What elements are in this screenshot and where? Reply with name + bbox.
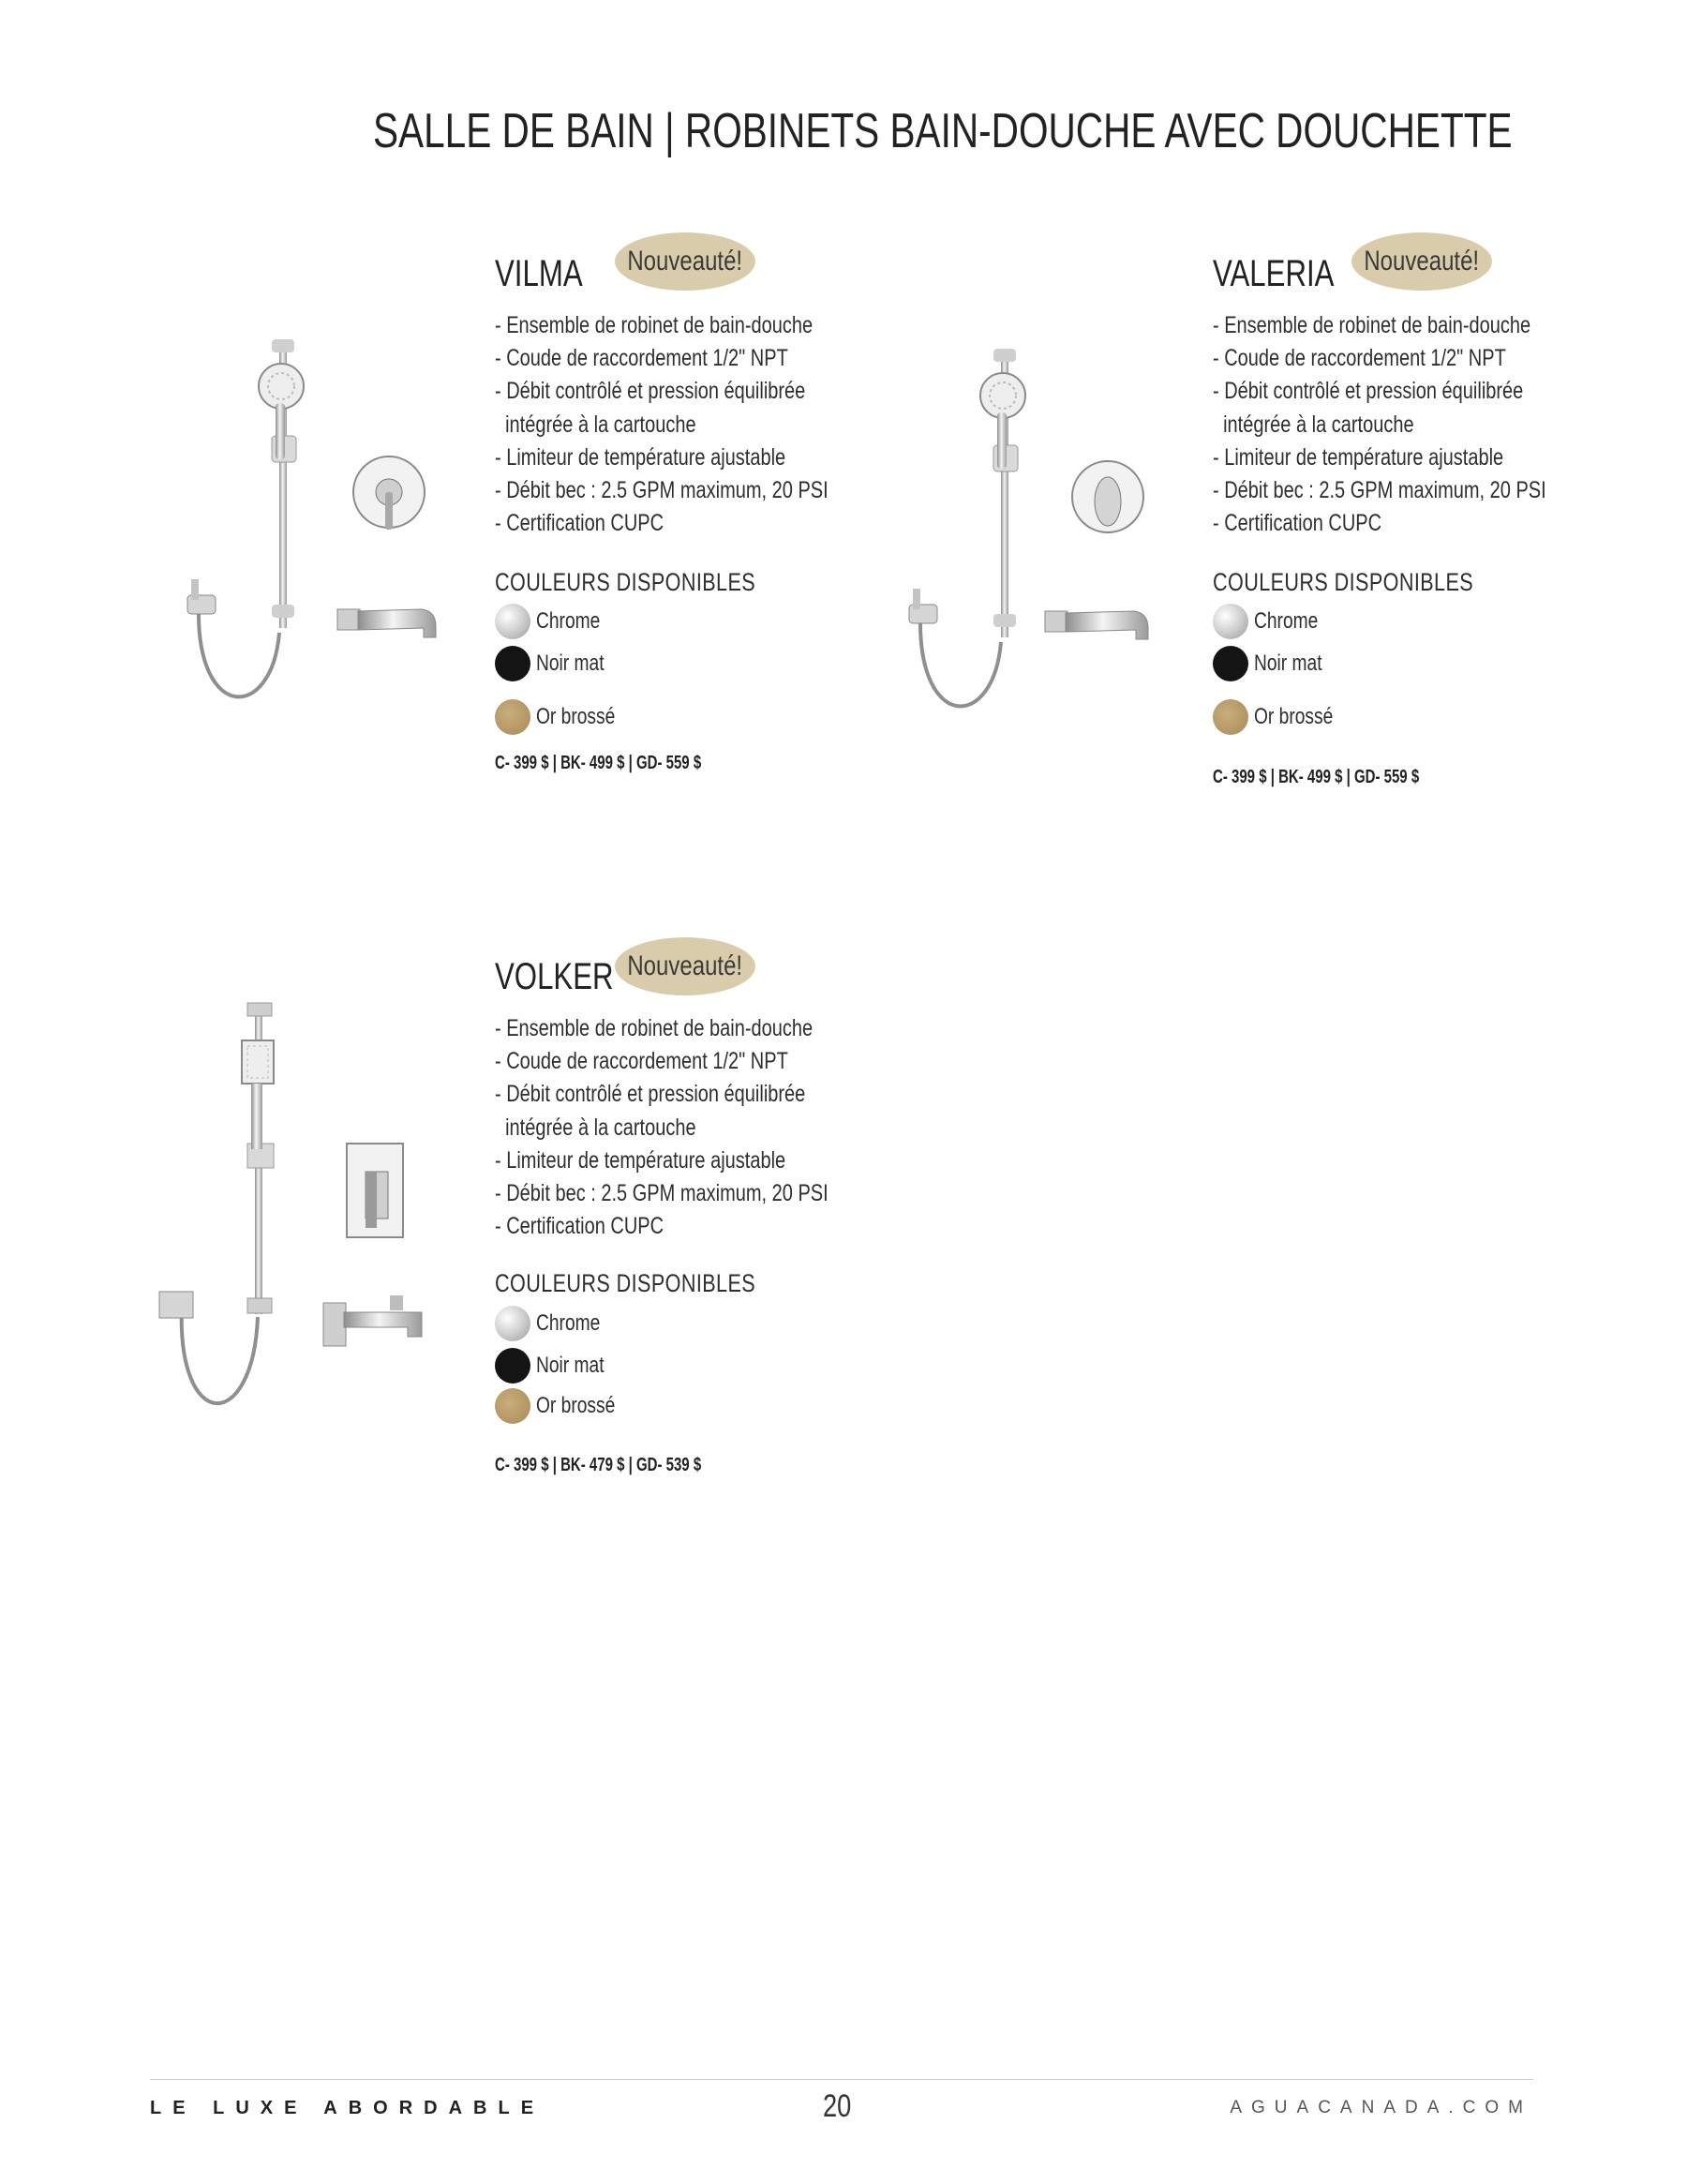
colors-title: COULEURS DISPONIBLES: [1213, 568, 1474, 596]
colors-title: COULEURS DISPONIBLES: [495, 1269, 756, 1297]
color-option-or-brosse: [495, 1387, 634, 1425]
black-swatch: [1213, 646, 1248, 681]
footer-website: AGUACANADA.COM: [1230, 2098, 1532, 2117]
feature-item: intégrée à la cartouche: [495, 411, 696, 438]
color-label: Chrome: [536, 1310, 601, 1336]
badge-label: Nouveauté!: [627, 246, 743, 277]
gold-swatch: [495, 1388, 530, 1424]
color-option-or-brosse: [495, 698, 634, 736]
feature-list: [1213, 309, 1630, 540]
feature-item: intégrée à la cartouche: [495, 1114, 696, 1141]
color-option-chrome: [1213, 603, 1334, 640]
color-option-noir-mat: [1213, 645, 1339, 682]
price: C- 399 $ | BK- 499 $ | GD- 559 $: [1213, 767, 1420, 787]
feature-item: - Débit bec : 2.5 GPM maximum, 20 PSI: [495, 477, 829, 504]
feature-item: - Débit contrôlé et pression équilibrée: [495, 1081, 806, 1108]
color-option-chrome: [495, 603, 616, 640]
feature-item: - Débit contrôlé et pression équilibrée: [1213, 378, 1524, 405]
badge-label: Nouveauté!: [1364, 246, 1480, 277]
gold-swatch: [495, 699, 530, 735]
color-label: Noir mat: [536, 1353, 605, 1378]
footer-divider: [150, 2079, 1533, 2080]
feature-item: - Limiteur de température ajustable: [495, 443, 786, 471]
feature-item: - Débit bec : 2.5 GPM maximum, 20 PSI: [495, 1180, 829, 1207]
price: C- 399 $ | BK- 499 $ | GD- 559 $: [495, 753, 702, 773]
chrome-swatch: [495, 604, 530, 639]
new-badge: [1351, 232, 1492, 291]
new-badge: [615, 937, 755, 995]
product-name: VALERIA: [1213, 253, 1335, 294]
product-volker: [495, 950, 1151, 1500]
product-name: VOLKER: [495, 956, 614, 997]
black-swatch: [495, 646, 530, 681]
color-label: Noir mat: [536, 651, 605, 676]
product-name: VILMA: [495, 253, 583, 294]
feature-item: - Coude de raccordement 1/2" NPT: [495, 1048, 788, 1075]
feature-item: - Ensemble de robinet de bain-douche: [1213, 312, 1531, 338]
color-label: Chrome: [536, 608, 601, 634]
feature-item: - Débit bec : 2.5 GPM maximum, 20 PSI: [1213, 477, 1546, 504]
color-label: Or brossé: [536, 1393, 616, 1418]
vilma-product-image: [178, 328, 450, 731]
valeria-product-image: [900, 337, 1172, 740]
feature-item: - Certification CUPC: [1213, 510, 1382, 537]
feature-list: [495, 309, 912, 540]
feature-item: - Débit contrôlé et pression équilibrée: [495, 378, 806, 405]
gold-swatch: [1213, 699, 1248, 735]
color-option-noir-mat: [495, 645, 621, 682]
color-label: Chrome: [1254, 608, 1319, 634]
footer-tagline: LE LUXE ABORDABLE: [150, 2098, 545, 2118]
page-number: 20: [823, 2088, 852, 2124]
color-option-or-brosse: [1213, 698, 1352, 736]
feature-item: intégrée à la cartouche: [1213, 411, 1414, 438]
color-label: Or brossé: [1254, 704, 1334, 729]
feature-item: - Certification CUPC: [495, 510, 664, 537]
product-valeria: [1213, 246, 1687, 815]
feature-item: - Certification CUPC: [495, 1213, 664, 1240]
badge-label: Nouveauté!: [627, 950, 743, 981]
feature-item: - Limiteur de température ajustable: [1213, 443, 1504, 471]
color-label: Noir mat: [1254, 651, 1322, 676]
chrome-swatch: [495, 1306, 530, 1341]
black-swatch: [495, 1348, 530, 1384]
new-badge: [615, 232, 755, 291]
feature-item: - Coude de raccordement 1/2" NPT: [495, 345, 788, 372]
color-option-chrome: [495, 1305, 616, 1342]
color-label: Or brossé: [536, 704, 616, 729]
feature-item: - Ensemble de robinet de bain-douche: [495, 1015, 814, 1041]
color-option-noir-mat: [495, 1347, 621, 1384]
price: C- 399 $ | BK- 479 $ | GD- 539 $: [495, 1455, 702, 1475]
feature-list: [495, 1012, 912, 1243]
feature-item: - Ensemble de robinet de bain-douche: [495, 312, 814, 338]
volker-product-image: [150, 994, 440, 1434]
colors-title: COULEURS DISPONIBLES: [495, 568, 756, 596]
feature-item: - Coude de raccordement 1/2" NPT: [1213, 345, 1506, 372]
feature-item: - Limiteur de température ajustable: [495, 1146, 786, 1174]
page-title: SALLE DE BAIN | ROBINETS BAIN-DOUCHE AVEC DOUCHETTE: [373, 104, 1513, 158]
chrome-swatch: [1213, 604, 1248, 639]
